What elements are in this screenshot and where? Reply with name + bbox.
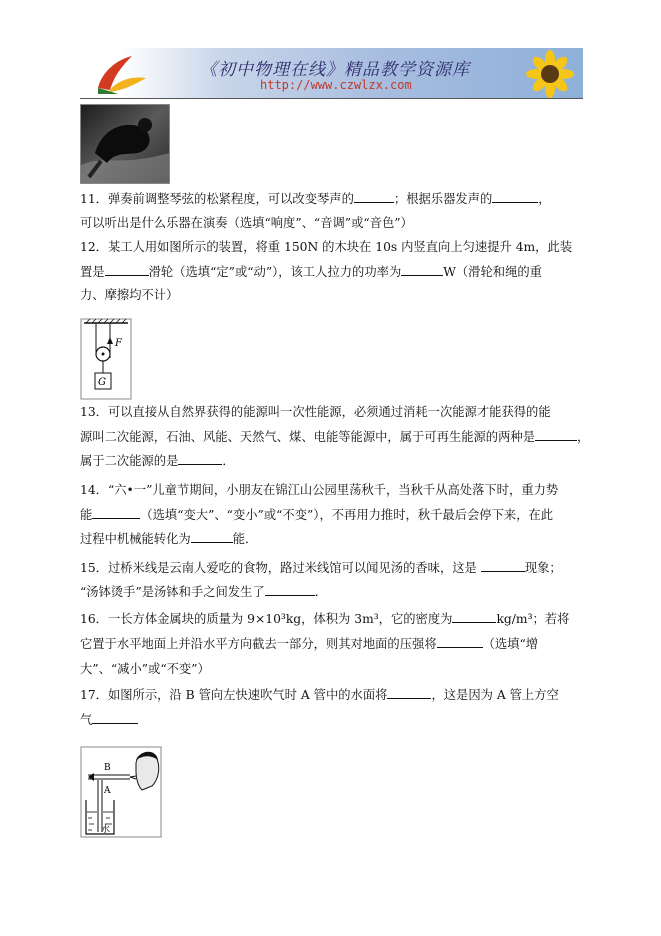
question-line [80, 687, 559, 703]
question-text: 能． [232, 532, 258, 546]
question-line [80, 712, 138, 728]
answer-blank[interactable] [401, 264, 443, 276]
question-text: 力、摩擦均不计） [80, 288, 179, 302]
question-text: 14．“六•一”儿童节期间，小朋友在锦江山公园里荡秋千，当秋千从高处落下时，重力势 [80, 483, 559, 497]
question-line [80, 287, 178, 303]
question-text: ， [577, 430, 590, 444]
banner-url: http://www.czwlzx.com [260, 78, 412, 92]
question-line [80, 404, 551, 420]
answer-blank[interactable] [481, 560, 525, 572]
question-line [80, 264, 542, 280]
question-line [80, 507, 553, 523]
sunflower-icon [520, 50, 580, 98]
question-line [80, 636, 538, 652]
blow-tube-figure [80, 746, 162, 838]
question-text: 置是 [80, 265, 105, 279]
banner-title: 《初中物理在线》精品教学资源库 [200, 60, 470, 80]
question-line [80, 584, 327, 600]
question-text: “汤钵烫手”是汤钵和手之间发生了 [80, 585, 265, 599]
weight-label: G [98, 377, 106, 388]
question-text: 16．一长方体金属块的质量为 9×10³kg，体积为 3m³，它的密度为 [80, 612, 453, 626]
question-text: 它置于水平地面上并沿水平方向截去一部分，则其对地面的压强将 [80, 637, 437, 651]
answer-blank[interactable] [105, 264, 149, 276]
question-line [80, 191, 551, 207]
force-label: F [115, 338, 122, 349]
question-text: 可以听出是什么乐器在演奏（选填“响度”、“音调”或“音色”） [80, 216, 413, 230]
answer-blank[interactable] [354, 191, 394, 203]
question-text: ；根据乐器发声的 [393, 192, 493, 206]
question-line [80, 215, 413, 231]
question-text: 17．如图所示，沿 B 管向左快速吹气时 A 管中的水面将 [80, 688, 388, 702]
question-line [80, 531, 257, 547]
question-line [80, 239, 572, 255]
water-label: 水 [101, 825, 111, 835]
question-line [80, 429, 589, 445]
question-text: 13．可以直接从自然界获得的能源叫一次性能源，必须通过消耗一次能源才能获得的能 [80, 405, 551, 419]
question-line [80, 453, 235, 469]
question-text: ， [538, 192, 551, 206]
question-text: 属于二次能源的是 [80, 454, 179, 468]
question-text: 气 [80, 713, 93, 727]
answer-blank[interactable] [387, 687, 431, 699]
question-text: 15．过桥米线是云南人爱吃的食物，路过米线馆可以闻见汤的香味，这是 [80, 561, 481, 575]
question-text: 现象； [524, 561, 562, 575]
question-text: （选填“变大”、“变小”或“不变”），不再用力推时，秋千最后会停下来，在此 [140, 508, 554, 522]
pulley-figure [80, 318, 132, 400]
question-text: 能 [80, 508, 93, 522]
answer-blank[interactable] [265, 584, 315, 596]
question-text: 过程中机械能转化为 [80, 532, 191, 546]
question-text: W（滑轮和绳的重 [443, 265, 542, 279]
question-text: 11．弹奏前调整琴弦的松紧程度，可以改变琴声的 [80, 192, 354, 206]
question-text: ． [222, 454, 235, 468]
colored-leaf-logo-icon [88, 52, 158, 96]
question-text: 大”、“减小”或“不变”） [80, 662, 210, 676]
answer-blank[interactable] [535, 429, 577, 441]
answer-blank[interactable] [191, 531, 233, 543]
answer-blank[interactable] [92, 507, 140, 519]
question-text: ． [314, 585, 328, 599]
question-text: kg/m³；若将 [496, 612, 570, 626]
answer-blank[interactable] [178, 453, 222, 465]
tube-a-label: A [104, 786, 111, 796]
question-line [80, 482, 558, 498]
answer-blank[interactable] [92, 712, 138, 724]
question-text: ，这是因为 A 管上方空 [431, 688, 559, 702]
answer-blank[interactable] [492, 191, 538, 203]
question-text: 12．某工人用如图所示的装置，将重 150N 的木块在 10s 内竖直向上匀速提升 4m，此装 [80, 240, 573, 254]
question-line [80, 661, 210, 677]
question-line [80, 560, 562, 576]
answer-blank[interactable] [452, 611, 496, 623]
speed-skater-photo [80, 104, 170, 184]
header-rule [80, 98, 583, 99]
question-text: 滑轮（选填“定”或“动”），该工人拉力的功率为 [148, 265, 402, 279]
question-text: 源叫二次能源，石油、风能、天然气、煤、电能等能源中，属于可再生能源的两种是 [80, 430, 535, 444]
answer-blank[interactable] [437, 636, 483, 648]
question-line [80, 611, 569, 627]
tube-b-label: B [104, 763, 111, 773]
question-text: （选填“增 [482, 637, 539, 651]
header-banner [80, 48, 583, 98]
